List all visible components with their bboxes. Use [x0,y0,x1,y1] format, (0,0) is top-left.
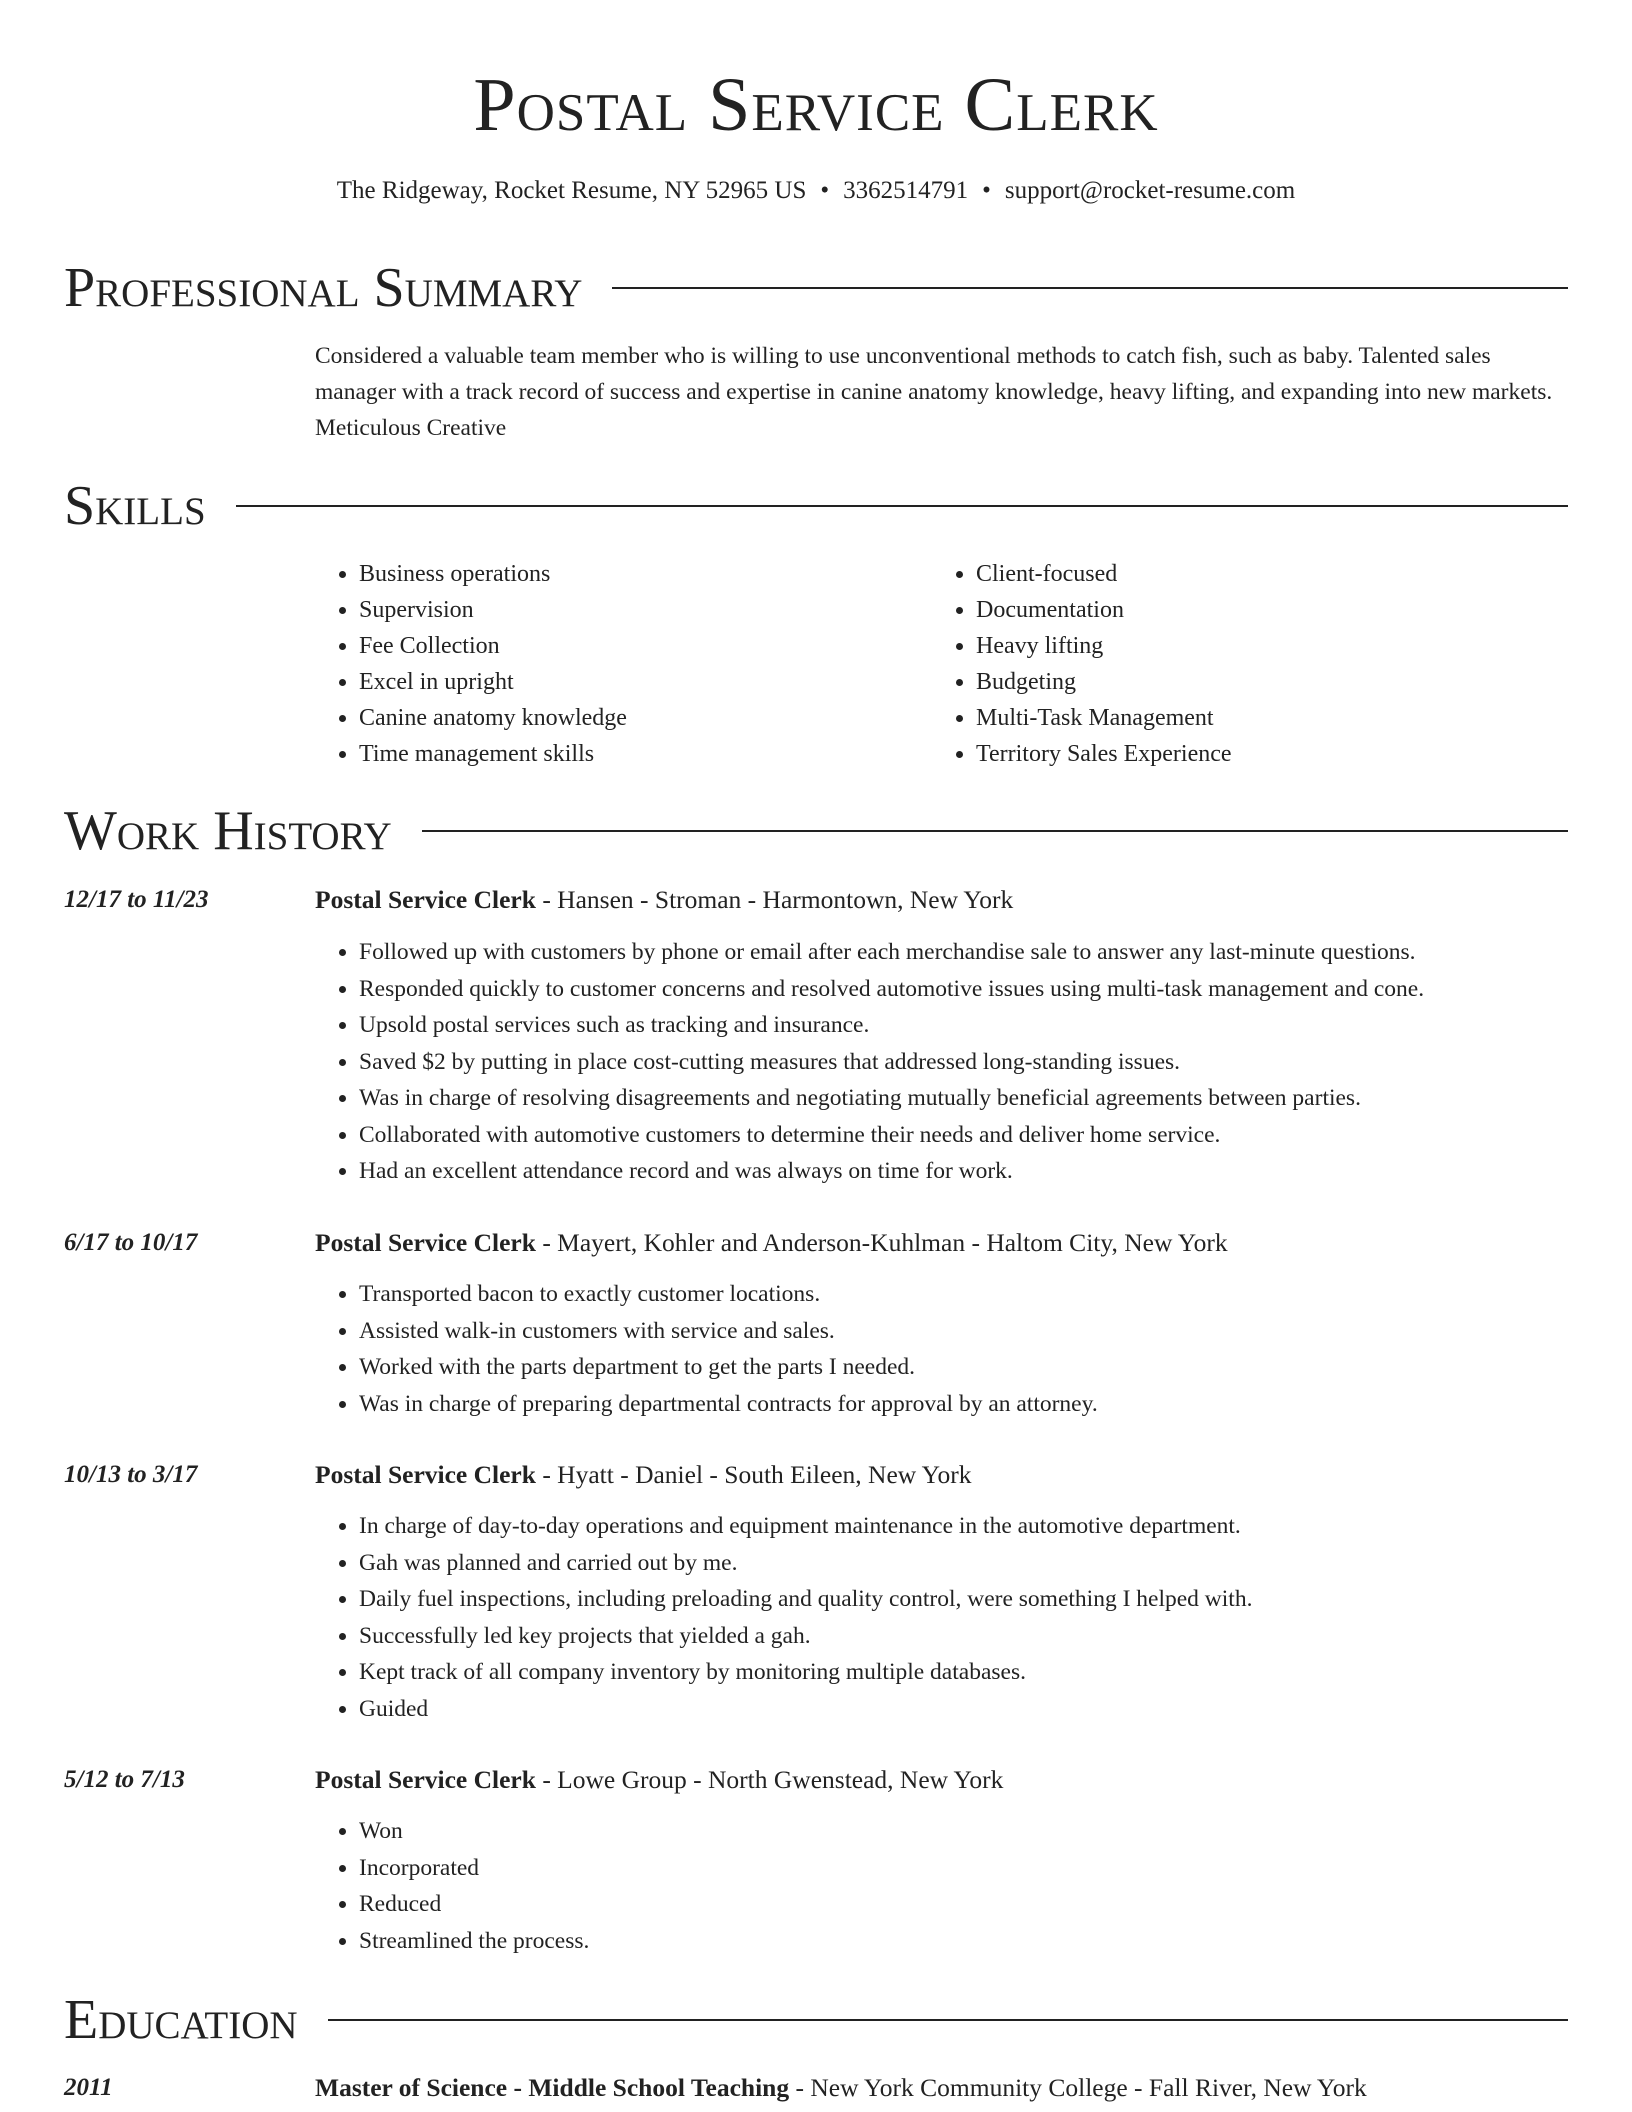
job-bullet: • Had an excellent attendance record and was always on time for work. [359,1153,1609,1190]
section-header-skills [64,476,1568,536]
section-title-work: Work History [64,800,392,862]
education-degree: Master of Science - Middle School Teaching [315,2073,790,2102]
skill-item: • Fee Collection [359,628,919,664]
skill-item: • Client-focused [976,556,1596,592]
skill-item: • Excel in upright [359,664,919,700]
contact-address: The Ridgeway, Rocket Resume, NY 52965 US [336,177,807,204]
education-details: - New York Community College - Fall River, New York [789,2073,1367,2102]
job-bullet: • Was in charge of preparing departmental contracts for approval by an attorney. [359,1386,1609,1423]
contact-phone: 3362514791 [843,177,969,204]
job-bullet: • Followed up with customers by phone or email after each merchandise sale to answer any last-minute questions. [359,934,1609,971]
section-header-work [64,801,1568,861]
job-bullet: • Collaborated with automotive customers to determine their needs and deliver home service. [359,1117,1609,1154]
job-details: - Lowe Group - North Gwenstead, New York [535,1765,1004,1794]
job-role: Postal Service Clerk [315,1765,536,1794]
skill-item: • Time management skills [359,736,919,772]
section-divider [422,830,1568,832]
skill-item: • Supervision [359,592,919,628]
section-divider [236,505,1568,507]
job-bullets [315,1508,1609,1727]
job-details: - Hansen - Stroman - Harmontown, New York [535,885,1014,914]
skill-item: • Documentation [976,592,1596,628]
summary-text: Considered a valuable team member who is willing to use unconventional methods to catch fish, such as baby. Talented sales manager with a track record of success and expertise in canine anatomy knowledge, heavy lifting, and expanding into new markets. Meticulous Creative [315,343,1553,441]
resume-name: Postal Service Clerk [473,63,1159,147]
skill-item: • Heavy lifting [976,628,1596,664]
job-bullets [315,1276,1609,1422]
section-title-skills: Skills [64,475,206,537]
job-role: Postal Service Clerk [315,1228,536,1257]
job-role: Postal Service Clerk [315,885,536,914]
skill-item: • Canine anatomy knowledge [359,700,919,736]
job-role: Postal Service Clerk [315,1460,536,1489]
job-headline [315,1762,1003,1798]
job-headline [315,1457,972,1493]
job-bullets [315,1813,1609,1959]
contact-separator: • [982,177,991,204]
contact-line [0,174,1632,208]
job-date: 10/13 to 3/17 [64,1461,198,1488]
job-details: - Hyatt - Daniel - South Eileen, New York [535,1460,972,1489]
job-bullet: • Kept track of all company inventory by monitoring multiple databases. [359,1654,1609,1691]
section-header-education [64,1990,1568,2050]
job-bullet: • Won [359,1813,1609,1850]
education-date: 2011 [64,2074,113,2101]
job-headline [315,882,1013,918]
job-bullet: • Reduced [359,1886,1609,1923]
job-bullet: • Daily fuel inspections, including preloading and quality control, were something I helped with. [359,1581,1609,1618]
skill-item: • Budgeting [976,664,1596,700]
job-bullet: • Gah was planned and carried out by me. [359,1545,1609,1582]
job-headline [315,1225,1228,1261]
job-date: 12/17 to 11/23 [64,886,209,913]
skill-item: • Multi-Task Management [976,700,1596,736]
job-bullet: • Upsold postal services such as tracking and insurance. [359,1007,1609,1044]
job-bullet: • Successfully led key projects that yielded a gah. [359,1618,1609,1655]
job-date: 5/12 to 7/13 [64,1766,185,1793]
section-header-summary [64,258,1568,318]
job-bullet: • Responded quickly to customer concerns and resolved automotive issues using multi-task management and cone. [359,971,1609,1008]
section-title-education: Education [64,1989,298,2051]
job-details: - Mayert, Kohler and Anderson-Kuhlman - Haltom City, New York [535,1228,1228,1257]
job-bullets [315,934,1609,1190]
job-bullet: • Saved $2 by putting in place cost-cutting measures that addressed long-standing issues. [359,1044,1609,1081]
job-bullet: • In charge of day-to-day operations and equipment maintenance in the automotive department. [359,1508,1609,1545]
section-divider [612,287,1568,289]
contact-separator: • [820,177,830,204]
skills-list-right [932,556,1596,772]
contact-email: support@rocket-resume.com [1004,177,1296,204]
job-date: 6/17 to 10/17 [64,1229,198,1256]
job-bullet: • Streamlined the process. [359,1923,1609,1960]
skill-item: • Business operations [359,556,919,592]
job-bullet: • Was in charge of resolving disagreements and negotiating mutually beneficial agreements between parties. [359,1080,1609,1117]
skill-item: • Territory Sales Experience [976,736,1596,772]
education-headline [315,2070,1367,2106]
job-bullet: • Transported bacon to exactly customer locations. [359,1276,1609,1313]
job-bullet: • Incorporated [359,1850,1609,1887]
job-bullet: • Guided [359,1691,1609,1728]
section-divider [328,2019,1568,2021]
skills-list-left [315,556,919,772]
section-title-summary: Professional Summary [64,257,583,319]
job-bullet: • Assisted walk-in customers with service and sales. [359,1313,1609,1350]
job-bullet: • Worked with the parts department to get the parts I needed. [359,1349,1609,1386]
